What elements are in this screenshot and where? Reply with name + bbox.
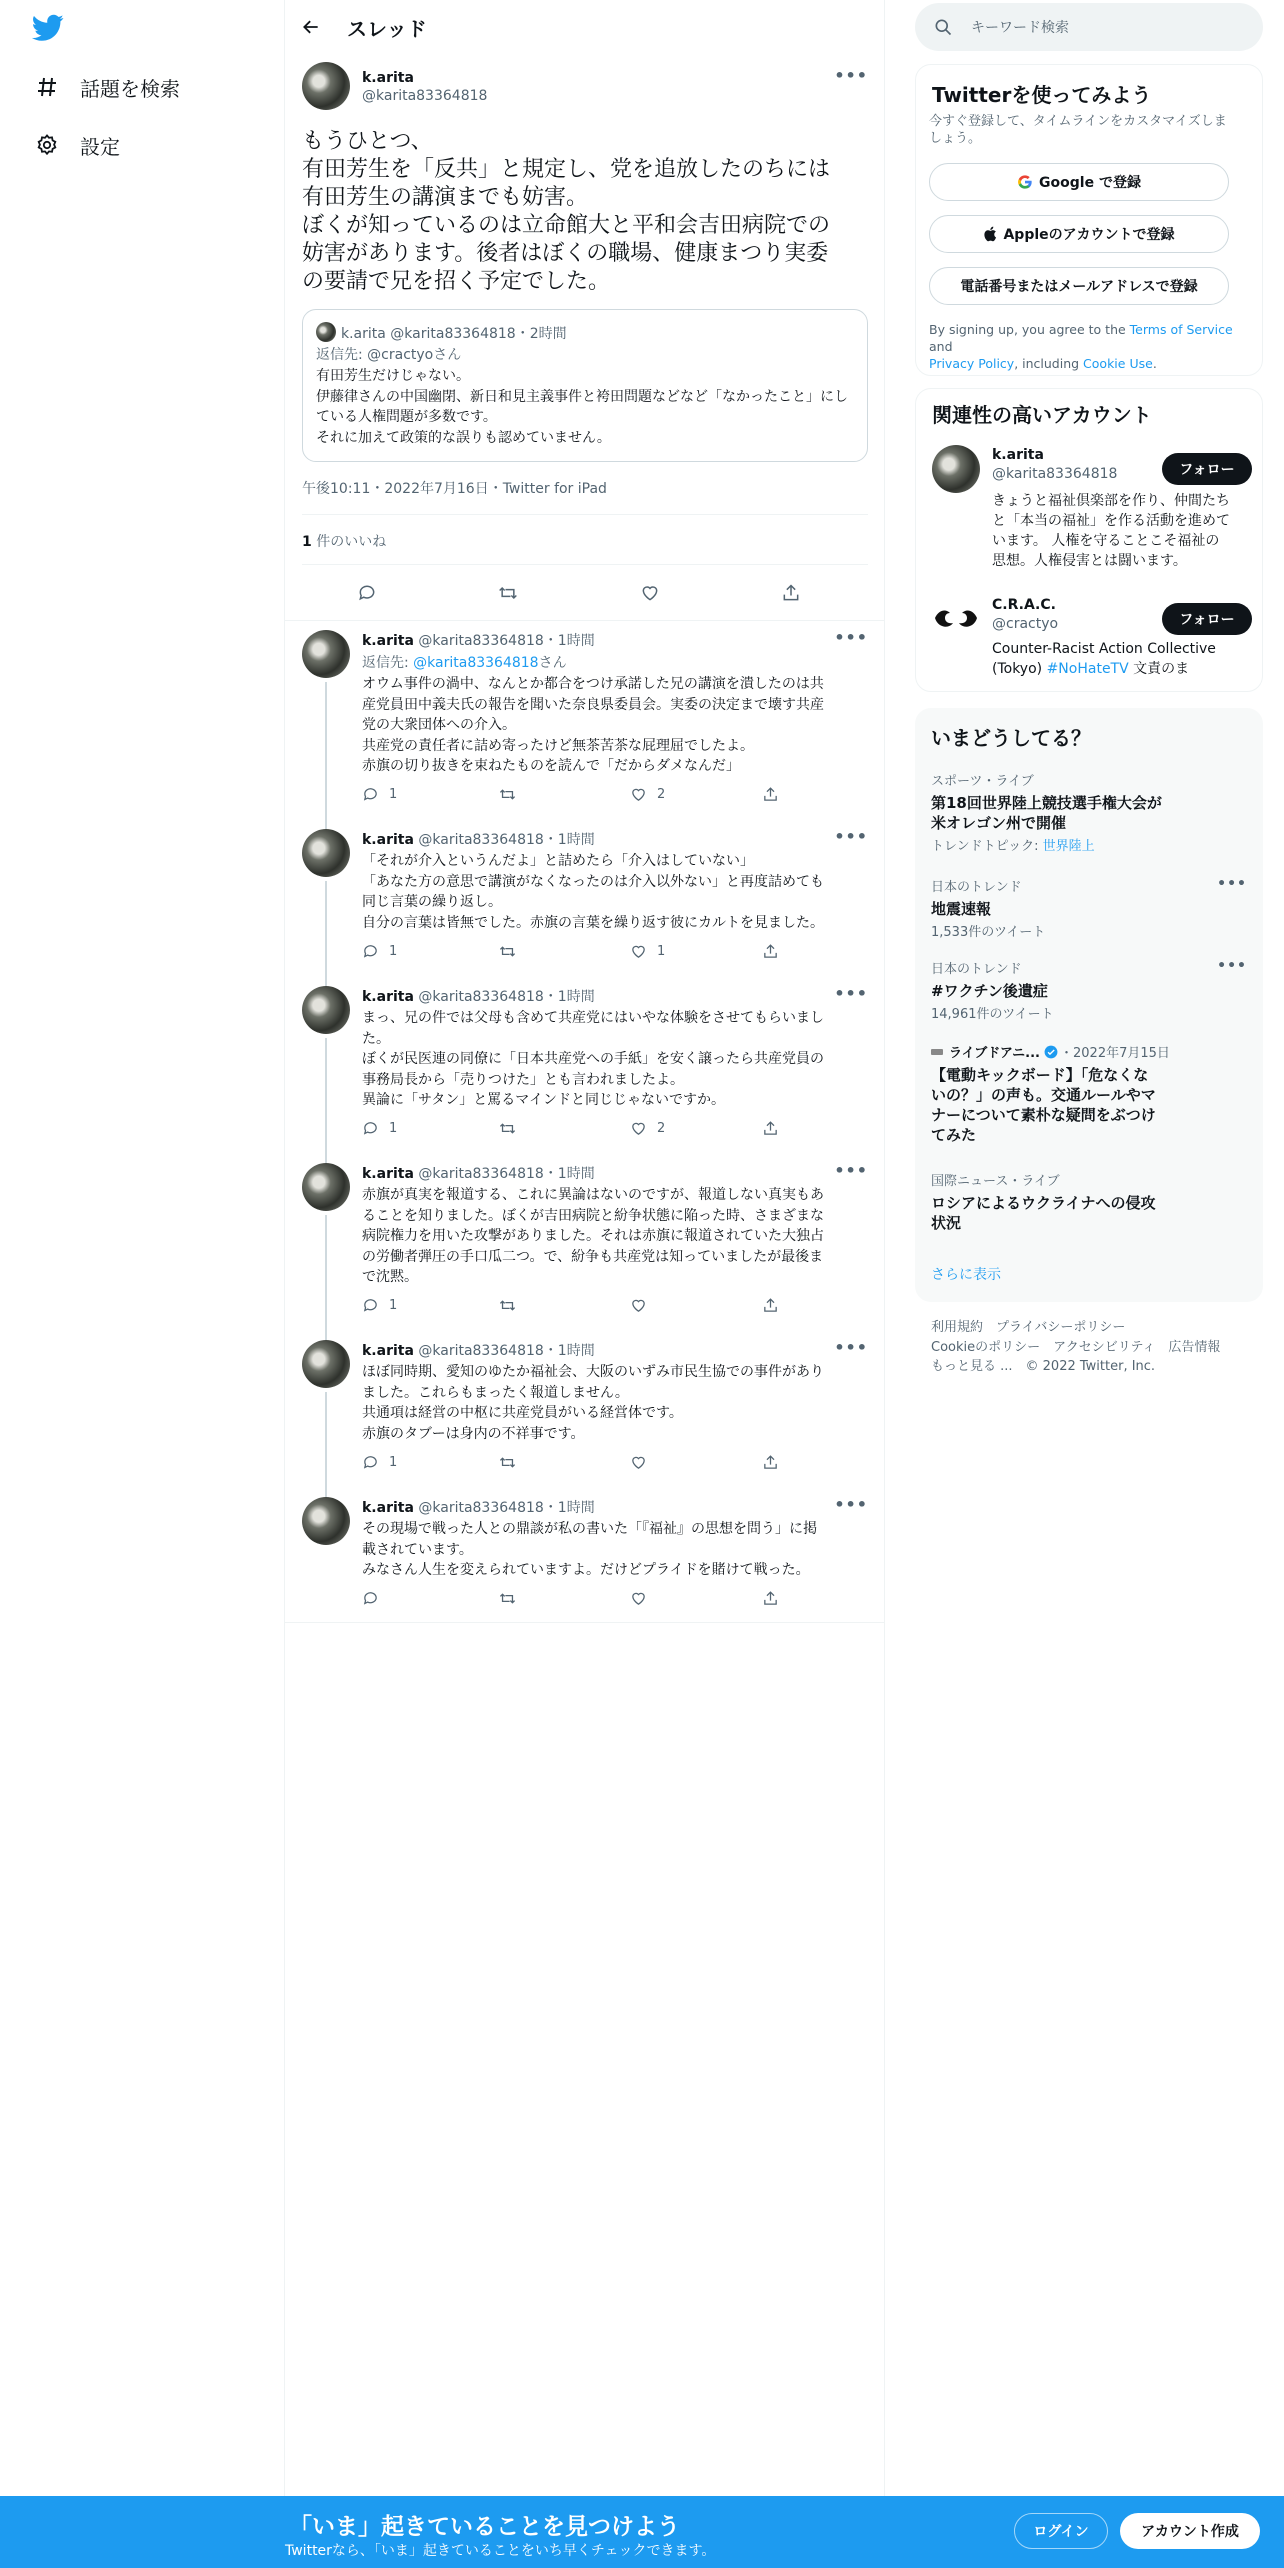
divider: [302, 564, 868, 565]
account-bio: [992, 639, 1254, 679]
reply-count: 1: [389, 944, 398, 959]
author-handle-time[interactable]: @karita83364818・1時間: [418, 633, 595, 649]
reply-header: [362, 1497, 595, 1517]
thread-line: [325, 1392, 327, 1500]
share-icon: [762, 1120, 779, 1137]
trend-item[interactable]: [931, 1170, 1247, 1233]
nav-settings[interactable]: [28, 120, 120, 170]
thread-line: [325, 1215, 327, 1343]
like-action[interactable]: [630, 1590, 647, 1607]
footer-line[interactable]: 利用規約 プライバシーポリシー: [931, 1320, 1126, 1335]
author-name[interactable]: k.arita: [362, 1343, 414, 1359]
apple-signup-button[interactable]: [929, 215, 1229, 253]
trend-title: #ワクチン後遺症: [931, 982, 1048, 1000]
avatar[interactable]: [932, 445, 980, 493]
tweet-text: オウム事件の渦中、なんとか都合をつけ承諾した兄の講演を潰したのは共 産党員田中義夫氏の報告を聞いた奈良県委員会。実委の決定まで壊す共産 党の大衆団体への介入。 共産党の責任者に詰め寄ったけど無茶苦茶な屁理屈でしたよ。 赤旗の切り抜きを束ねたものを読んで「だからダメなんだ」: [362, 676, 824, 774]
reply-to-suffix: さん: [538, 655, 567, 671]
follow-button[interactable]: フォロー: [1162, 453, 1252, 485]
verified-badge-icon: [1044, 1045, 1058, 1059]
quoted-tweet[interactable]: [302, 309, 868, 462]
more-options-icon[interactable]: •••: [834, 628, 868, 647]
trend-item[interactable]: [931, 958, 1247, 1022]
main-column: [285, 0, 885, 2568]
share-action[interactable]: [762, 1297, 779, 1314]
divider: [285, 620, 885, 621]
publisher-name: ライブドアニ...: [949, 1046, 1040, 1061]
like-icon: [630, 1120, 647, 1137]
cookie-link[interactable]: Cookie Use: [1083, 356, 1153, 371]
avatar[interactable]: [302, 829, 350, 877]
author-name[interactable]: k.arita: [362, 1166, 414, 1182]
tweet-text: まっ、兄の件では父母も含めて共産党にはいやな体験をさせてもらいまし た。 ぼくが民医連の同僚に「日本共産党への手紙」を安く譲ったら共産党員の 事務局長から「売りつけた」とも言われましたよ。 異論に「サタン」と罵るマインドと同じじゃないですか。: [362, 1010, 824, 1108]
reply-header: [362, 829, 595, 849]
like-icon: [630, 786, 647, 803]
share-icon: [762, 786, 779, 803]
trend-title: ロシアによるウクライナへの侵攻 状況: [931, 1194, 1156, 1232]
tweet-actions: [362, 1590, 792, 1610]
like-count: 2: [657, 1121, 666, 1136]
share-icon: [762, 943, 779, 960]
divider: [302, 514, 868, 515]
signup-banner: [0, 2496, 1284, 2568]
share-action[interactable]: [762, 1590, 779, 1607]
twitter-logo-icon[interactable]: [32, 14, 64, 42]
retweet-icon: [498, 786, 517, 803]
reply-header: [362, 986, 595, 1006]
trend-category: [931, 1042, 1247, 1061]
search-input[interactable]: キーワード検索: [971, 20, 1069, 36]
author-handle-time[interactable]: @karita83364818・1時間: [418, 1166, 595, 1182]
tweet-text: もうひとつ、 有田芳生を「反共」と規定し、党を追放したのちには 有田芳生の講演までも妨害。 ぼくが知っているのは立命館大と平和会吉田病院での 妨害があります。後者はぼくの職場、健康まつり実委 の要請で兄を招く予定でした。: [302, 129, 831, 294]
account-bio: きょうと福祉倶楽部を作り、仲間たち と「本当の福祉」を作る活動を進めて います。 人権を守ることこそ福祉の 思想。人権侵害とは闘います。: [992, 493, 1230, 569]
bio-text: Counter-Racist Action Collective (Tokyo): [992, 641, 1216, 677]
avatar[interactable]: [302, 1497, 350, 1545]
tweet-text: その現場で戦った人との鼎談が私の書いた「『福祉』の思想を問う」に掲 載されています。 みなさん人生を変えられていますよ。だけどプライドを賭けて戦った。: [362, 1521, 817, 1578]
signup-card: [915, 64, 1263, 376]
share-action[interactable]: [762, 1454, 779, 1471]
tweet-text: 「それが介入というんだよ」と詰めたら「介入はしていない」 「あなた方の意思で講演がなくなったのは介入以外ない」と再度詰めても 同じ言葉の繰り返し。 自分の言葉は皆無でした。赤旗の言葉を繰り返す彼にカルトを見ました。: [362, 853, 824, 931]
share-icon[interactable]: [776, 578, 806, 608]
bio-text-end: 文責のま: [1128, 661, 1190, 677]
retweet-icon: [498, 943, 517, 960]
author-handle-time[interactable]: @karita83364818・1時間: [418, 1500, 595, 1516]
terms-mid: and: [929, 339, 953, 354]
trend-topic: [931, 835, 1247, 854]
share-icon: [762, 1297, 779, 1314]
more-options-icon[interactable]: •••: [834, 827, 868, 846]
tweet-text: ほぼ同時期、愛知のゆたか福祉会、大阪のいずみ市民生協での事件があり ました。これらもまったく報道しません。 共通項は経営の中枢に共産党員がいる経営体です。 赤旗のタブーは身内の不祥事です。: [362, 1364, 824, 1442]
trend-item[interactable]: [931, 1042, 1247, 1145]
avatar[interactable]: [302, 1340, 350, 1388]
divider: [285, 1622, 885, 1623]
gear-icon: [28, 126, 66, 164]
hashtag-icon: [28, 68, 66, 106]
reply-count: 1: [389, 1121, 398, 1136]
reply-icon: [362, 1120, 379, 1137]
avatar[interactable]: [302, 1163, 350, 1211]
reply-action[interactable]: [362, 943, 397, 960]
author-name[interactable]: k.arita: [362, 832, 414, 848]
footer-line[interactable]: Cookieのポリシー アクセシビリティ 広告情報: [931, 1339, 1221, 1355]
phone-email-signup-button[interactable]: [929, 267, 1229, 305]
create-account-button[interactable]: アカウント作成: [1120, 2513, 1260, 2549]
tweet-actions: [362, 1297, 792, 1317]
share-action[interactable]: [762, 1120, 779, 1137]
signup-title: Twitterを使ってみよう: [932, 83, 1152, 107]
publisher-logo-icon: [931, 1049, 943, 1055]
trend-topic-link[interactable]: 世界陸上: [1042, 839, 1095, 854]
trend-topic-prefix: トレンドトピック:: [931, 839, 1043, 854]
google-signup-label: Google で登録: [1039, 175, 1141, 191]
tweet-actions: [362, 786, 792, 806]
author-name[interactable]: k.arita: [362, 989, 414, 1005]
like-icon[interactable]: [635, 578, 665, 608]
more-options-icon[interactable]: •••: [834, 1161, 868, 1180]
signup-subtitle: 今すぐ登録して、タイムラインをカスタマイズしま しょう。: [929, 114, 1227, 146]
reply-icon: [362, 786, 379, 803]
related-accounts-card: [915, 388, 1263, 692]
quote-reply-to: 返信先: @cractyoさん: [316, 347, 462, 363]
apple-icon: [983, 226, 997, 242]
trend-category: 国際ニュース・ライブ: [931, 1174, 1060, 1189]
search-bar[interactable]: [915, 3, 1263, 51]
account-handle[interactable]: @cractyo: [992, 616, 1059, 632]
like-count: 2: [657, 787, 666, 802]
share-icon: [762, 1454, 779, 1471]
like-count: 1: [657, 944, 666, 959]
privacy-link[interactable]: Privacy Policy: [929, 356, 1015, 371]
terms-link[interactable]: Terms of Service: [1129, 322, 1233, 337]
reply-icon[interactable]: [352, 578, 382, 608]
author-handle-time[interactable]: @karita83364818・1時間: [418, 832, 595, 848]
publish-date: ・2022年7月15日: [1060, 1046, 1170, 1061]
share-icon: [762, 1590, 779, 1607]
reply-icon: [362, 1590, 379, 1607]
reply-action[interactable]: [362, 1590, 379, 1607]
thread-line: [325, 682, 327, 832]
retweet-action[interactable]: [498, 1120, 517, 1137]
apple-signup-label: Appleのアカウントで登録: [1003, 227, 1175, 243]
thread-line: [325, 1038, 327, 1166]
author-handle-time[interactable]: @karita83364818・1時間: [418, 1343, 595, 1359]
reply-header: [362, 1163, 595, 1183]
tweet-meta[interactable]: 午後10:11・2022年7月16日・Twitter for iPad: [302, 481, 607, 497]
more-options-icon[interactable]: •••: [834, 984, 868, 1003]
avatar[interactable]: [302, 62, 350, 110]
back-arrow-icon[interactable]: [293, 9, 329, 45]
tweet-actions: [362, 1120, 792, 1140]
retweet-action[interactable]: [498, 943, 517, 960]
trend-category: 日本のトレンド: [931, 962, 1022, 977]
trend-category: 日本のトレンド: [931, 880, 1022, 895]
nav-explore-label: 話題を検索: [80, 76, 180, 101]
retweet-icon[interactable]: [493, 578, 523, 608]
like-icon: [630, 1454, 647, 1471]
crac-logo-icon: [933, 604, 979, 634]
login-button[interactable]: ログイン: [1014, 2513, 1108, 2549]
reply-icon: [362, 943, 379, 960]
likes-number: 1: [302, 534, 312, 550]
like-icon: [630, 1297, 647, 1314]
reply-count: 1: [389, 787, 398, 802]
like-icon: [630, 1590, 647, 1607]
share-action[interactable]: [762, 786, 779, 803]
search-icon: [933, 17, 953, 37]
retweet-icon: [498, 1120, 517, 1137]
terms-end: .: [1152, 356, 1157, 371]
show-more-link[interactable]: さらに表示: [931, 1267, 1001, 1283]
tweet-text: 赤旗が真実を報道する、これに異論はないのですが、報道しない真実もあ ることを知りました。ぼくが吉田病院と紛争状態に陥った時、さまざまな 病院権力を用いた攻撃がありました。それは赤旗に報道されていた大独占 の労働者弾圧の手口瓜二つ。で、紛争も共産党は知っていましたが最後ま で沈黙。: [362, 1187, 824, 1285]
trend-category: スポーツ・ライブ: [931, 774, 1034, 789]
thread-header: [285, 0, 885, 54]
share-action[interactable]: [762, 943, 779, 960]
nav-explore[interactable]: [28, 62, 180, 112]
likes-count[interactable]: [302, 531, 386, 551]
more-options-icon[interactable]: •••: [1217, 876, 1247, 892]
phone-signup-label: 電話番号またはメールアドレスで登録: [960, 279, 1198, 295]
account-item[interactable]: [916, 445, 1264, 569]
reply-icon: [362, 1297, 379, 1314]
reply-action[interactable]: [362, 1297, 397, 1314]
bio-hashtag[interactable]: #NoHateTV: [1046, 661, 1129, 677]
terms-mid2: , including: [1014, 356, 1084, 371]
terms-text: [929, 321, 1254, 372]
reply-icon: [362, 1454, 379, 1471]
retweet-action[interactable]: [498, 1454, 517, 1471]
retweet-action[interactable]: [498, 1297, 517, 1314]
footer-line[interactable]: もっと見る ... © 2022 Twitter, Inc.: [931, 1359, 1156, 1374]
retweet-action[interactable]: [498, 1590, 517, 1607]
account-item[interactable]: [916, 595, 1264, 685]
reply-action[interactable]: [362, 1120, 397, 1137]
likes-label: 件のいいね: [311, 534, 387, 550]
author-name[interactable]: k.arita: [362, 633, 414, 649]
trends-card: [915, 708, 1263, 1302]
more-options-icon[interactable]: •••: [834, 1495, 868, 1514]
left-nav: [0, 0, 285, 2568]
more-options-icon[interactable]: •••: [1217, 958, 1247, 974]
google-icon: [1017, 174, 1033, 190]
account-name[interactable]: k.arita: [992, 447, 1044, 463]
reply-header: [362, 630, 595, 650]
account-handle[interactable]: @karita83364818: [992, 466, 1118, 482]
retweet-icon: [498, 1590, 517, 1607]
reply-action[interactable]: [362, 1454, 397, 1471]
banner-title: 「いま」起きていることを見つけよう: [289, 2514, 680, 2540]
like-icon: [630, 943, 647, 960]
trend-count: 14,961件のツイート: [931, 1007, 1054, 1022]
trend-title: 【電動キックボード】「危なくな いの？」の声も。交通ルールやマ ナーについて素朴な疑問をぶつけ てみた: [931, 1066, 1156, 1144]
more-options-icon[interactable]: •••: [834, 66, 868, 85]
tweet-actions: [362, 943, 792, 963]
more-options-icon[interactable]: •••: [834, 1338, 868, 1357]
account-name[interactable]: C.R.A.C.: [992, 597, 1056, 613]
reply-count: 1: [389, 1298, 398, 1313]
author-handle[interactable]: @karita83364818: [362, 88, 488, 104]
reply-to-prefix: 返信先:: [362, 655, 414, 671]
google-signup-button[interactable]: [929, 163, 1229, 201]
trend-count: 1,533件のツイート: [931, 925, 1046, 940]
retweet-icon: [498, 1297, 517, 1314]
thread-line: [325, 881, 327, 989]
terms-prefix: By signing up, you agree to the: [929, 322, 1130, 337]
reply-to-user[interactable]: @karita83364818: [413, 655, 539, 671]
trend-item[interactable]: [931, 876, 1247, 940]
footer-links: [931, 1318, 1251, 1377]
page-title: スレッド: [347, 16, 427, 41]
reply-action[interactable]: [362, 786, 397, 803]
retweet-action[interactable]: [498, 786, 517, 803]
reply-to: [362, 652, 567, 672]
reply-count: 1: [389, 1455, 398, 1470]
trends-title: いまどうしてる？: [931, 726, 1091, 750]
trend-title: 第18回世界陸上競技選手権大会が 米オレゴン州で開催: [931, 794, 1162, 832]
avatar[interactable]: [302, 986, 350, 1034]
tweet-actions: [302, 578, 868, 608]
like-action[interactable]: [630, 1120, 665, 1137]
like-action[interactable]: [630, 1454, 647, 1471]
author-name[interactable]: k.arita: [362, 70, 414, 86]
avatar[interactable]: [302, 630, 350, 678]
like-action[interactable]: [630, 786, 665, 803]
related-title: 関連性の高いアカウント: [932, 403, 1152, 427]
avatar[interactable]: [932, 595, 980, 643]
quote-text: 有田芳生だけじゃない。 伊藤律さんの中国幽閉、新日和見主義事件と袴田問題などなど「なかったこと」にし ている人権問題が多数です。 それに加えて政策的な誤りも認めていません。: [316, 368, 848, 446]
follow-button[interactable]: フォロー: [1162, 603, 1252, 635]
like-action[interactable]: [630, 943, 665, 960]
retweet-icon: [498, 1454, 517, 1471]
like-action[interactable]: [630, 1297, 647, 1314]
author-name[interactable]: k.arita: [362, 1500, 414, 1516]
banner-subtitle: Twitterなら、「いま」起きていることをいち早くチェックできます。: [285, 2543, 716, 2559]
nav-settings-label: 設定: [80, 134, 120, 159]
trend-item[interactable]: [931, 770, 1247, 854]
tweet-actions: [362, 1454, 792, 1474]
quote-avatar: [316, 322, 336, 342]
trend-title: 地震速報: [931, 900, 992, 918]
quote-header: k.arita @karita83364818・2時間: [341, 326, 567, 342]
reply-header: [362, 1340, 595, 1360]
author-handle-time[interactable]: @karita83364818・1時間: [418, 989, 595, 1005]
